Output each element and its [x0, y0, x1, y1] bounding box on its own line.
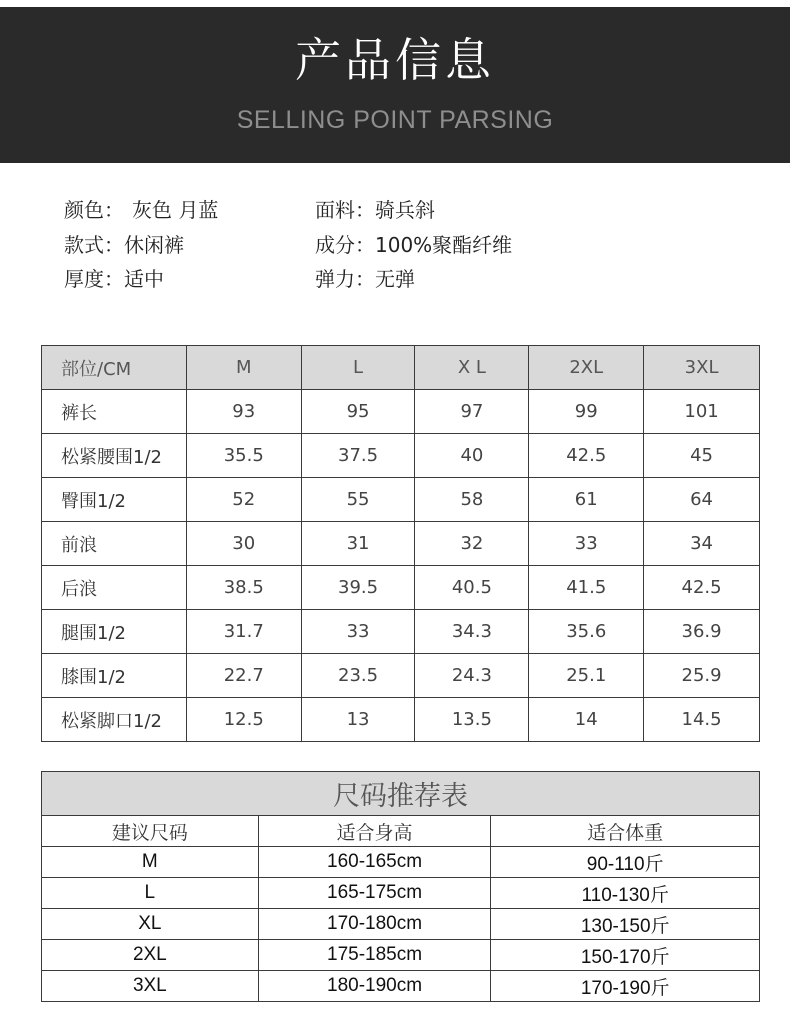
attr-thickness-label: 厚度： — [64, 267, 124, 291]
measurement-value: 42.5 — [644, 566, 760, 610]
product-info-banner — [0, 7, 790, 163]
attr-elasticity-label: 弹力： — [315, 267, 375, 291]
measurement-label: 膝围1/2 — [42, 654, 187, 698]
recommend-header-row — [42, 816, 760, 847]
banner-subtitle: SELLING POINT PARSING — [236, 106, 554, 134]
attr-elasticity-value: 无弹 — [375, 267, 415, 291]
measurement-value: 52 — [186, 478, 301, 522]
size-table-header-cell: M — [186, 346, 301, 390]
size-table-header-cell: 2XL — [529, 346, 644, 390]
recommend-size-cell: M — [42, 847, 259, 878]
measurement-value: 99 — [529, 390, 644, 434]
attr-style-value: 休闲裤 — [124, 233, 184, 257]
table-row — [42, 610, 760, 654]
attr-composition — [315, 235, 512, 255]
measurement-value: 22.7 — [186, 654, 301, 698]
table-row — [42, 434, 760, 478]
recommend-weight-cell: 130-150斤 — [491, 909, 760, 940]
recommend-weight-cell: 170-190斤 — [491, 971, 760, 1002]
size-recommendation-table — [41, 771, 760, 1002]
measurement-value: 40.5 — [415, 566, 529, 610]
measurement-label: 前浪 — [42, 522, 187, 566]
measurement-value: 14 — [529, 698, 644, 742]
size-table-header-row — [42, 346, 760, 390]
attr-style — [64, 235, 184, 255]
measurement-value: 32 — [415, 522, 529, 566]
attr-color-label: 颜色： — [64, 198, 124, 222]
measurement-label: 腿围1/2 — [42, 610, 187, 654]
measurement-value: 35.5 — [186, 434, 301, 478]
measurement-value: 93 — [186, 390, 301, 434]
recommend-size-cell: 3XL — [42, 971, 259, 1002]
recommend-height-cell: 165-175cm — [258, 878, 491, 909]
attr-thickness-value: 适中 — [124, 267, 164, 291]
size-table-header-cell: 部位/CM — [42, 346, 187, 390]
measurement-value: 25.1 — [529, 654, 644, 698]
size-table-header-cell: 3XL — [644, 346, 760, 390]
recommend-size-cell: L — [42, 878, 259, 909]
table-row — [42, 654, 760, 698]
recommend-title-row — [42, 772, 760, 816]
measurement-value: 95 — [301, 390, 415, 434]
attr-fabric-value: 骑兵斜 — [375, 198, 435, 222]
recommend-size-cell: 2XL — [42, 940, 259, 971]
attr-fabric-label: 面料： — [315, 198, 375, 222]
measurement-value: 14.5 — [644, 698, 760, 742]
recommend-height-cell: 180-190cm — [258, 971, 491, 1002]
measurement-value: 42.5 — [529, 434, 644, 478]
measurement-value: 36.9 — [644, 610, 760, 654]
recommend-height-cell: 170-180cm — [258, 909, 491, 940]
attr-fabric — [315, 200, 435, 220]
recommend-weight-cell: 90-110斤 — [491, 847, 760, 878]
measurement-value: 64 — [644, 478, 760, 522]
measurement-value: 23.5 — [301, 654, 415, 698]
recommend-height-cell: 175-185cm — [258, 940, 491, 971]
measurement-value: 37.5 — [301, 434, 415, 478]
table-row — [42, 878, 760, 909]
measurement-value: 97 — [415, 390, 529, 434]
recommend-table-title: 尺码推荐表 — [42, 772, 760, 816]
measurement-value: 61 — [529, 478, 644, 522]
measurement-value: 39.5 — [301, 566, 415, 610]
product-attributes — [0, 195, 790, 305]
measurement-value: 35.6 — [529, 610, 644, 654]
attr-style-label: 款式： — [64, 233, 124, 257]
measurement-value: 31 — [301, 522, 415, 566]
measurement-value: 101 — [644, 390, 760, 434]
measurement-value: 24.3 — [415, 654, 529, 698]
size-chart-table — [41, 345, 760, 742]
measurement-value: 58 — [415, 478, 529, 522]
measurement-value: 33 — [301, 610, 415, 654]
recommend-height-cell: 160-165cm — [258, 847, 491, 878]
measurement-value: 45 — [644, 434, 760, 478]
table-row — [42, 478, 760, 522]
table-row — [42, 566, 760, 610]
attr-composition-label: 成分： — [315, 233, 375, 257]
table-row — [42, 847, 760, 878]
recommend-weight-cell: 150-170斤 — [491, 940, 760, 971]
attr-thickness — [64, 269, 164, 289]
measurement-value: 30 — [186, 522, 301, 566]
measurement-label: 裤长 — [42, 390, 187, 434]
table-row — [42, 971, 760, 1002]
measurement-value: 13 — [301, 698, 415, 742]
measurement-value: 34 — [644, 522, 760, 566]
table-row — [42, 940, 760, 971]
measurement-value: 31.7 — [186, 610, 301, 654]
attr-elasticity — [315, 269, 415, 289]
measurement-label: 后浪 — [42, 566, 187, 610]
measurement-label: 松紧腰围1/2 — [42, 434, 187, 478]
banner-title: 产品信息 — [295, 33, 495, 87]
measurement-value: 38.5 — [186, 566, 301, 610]
measurement-label: 臀围1/2 — [42, 478, 187, 522]
recommend-size-cell: XL — [42, 909, 259, 940]
table-row — [42, 909, 760, 940]
measurement-value: 13.5 — [415, 698, 529, 742]
attr-color — [64, 200, 218, 220]
table-row — [42, 522, 760, 566]
recommend-header-cell: 适合身高 — [258, 816, 491, 847]
recommend-header-cell: 建议尺码 — [42, 816, 259, 847]
measurement-label: 松紧脚口1/2 — [42, 698, 187, 742]
measurement-value: 55 — [301, 478, 415, 522]
attr-composition-value: 100%聚酯纤维 — [375, 233, 513, 257]
table-row — [42, 390, 760, 434]
measurement-value: 12.5 — [186, 698, 301, 742]
measurement-value: 33 — [529, 522, 644, 566]
attr-color-value: 灰色 月蓝 — [132, 198, 219, 222]
table-row — [42, 698, 760, 742]
size-table-header-cell: X L — [415, 346, 529, 390]
measurement-value: 40 — [415, 434, 529, 478]
measurement-value: 34.3 — [415, 610, 529, 654]
measurement-value: 25.9 — [644, 654, 760, 698]
recommend-header-cell: 适合体重 — [491, 816, 760, 847]
size-table-header-cell: L — [301, 346, 415, 390]
recommend-weight-cell: 110-130斤 — [491, 878, 760, 909]
measurement-value: 41.5 — [529, 566, 644, 610]
